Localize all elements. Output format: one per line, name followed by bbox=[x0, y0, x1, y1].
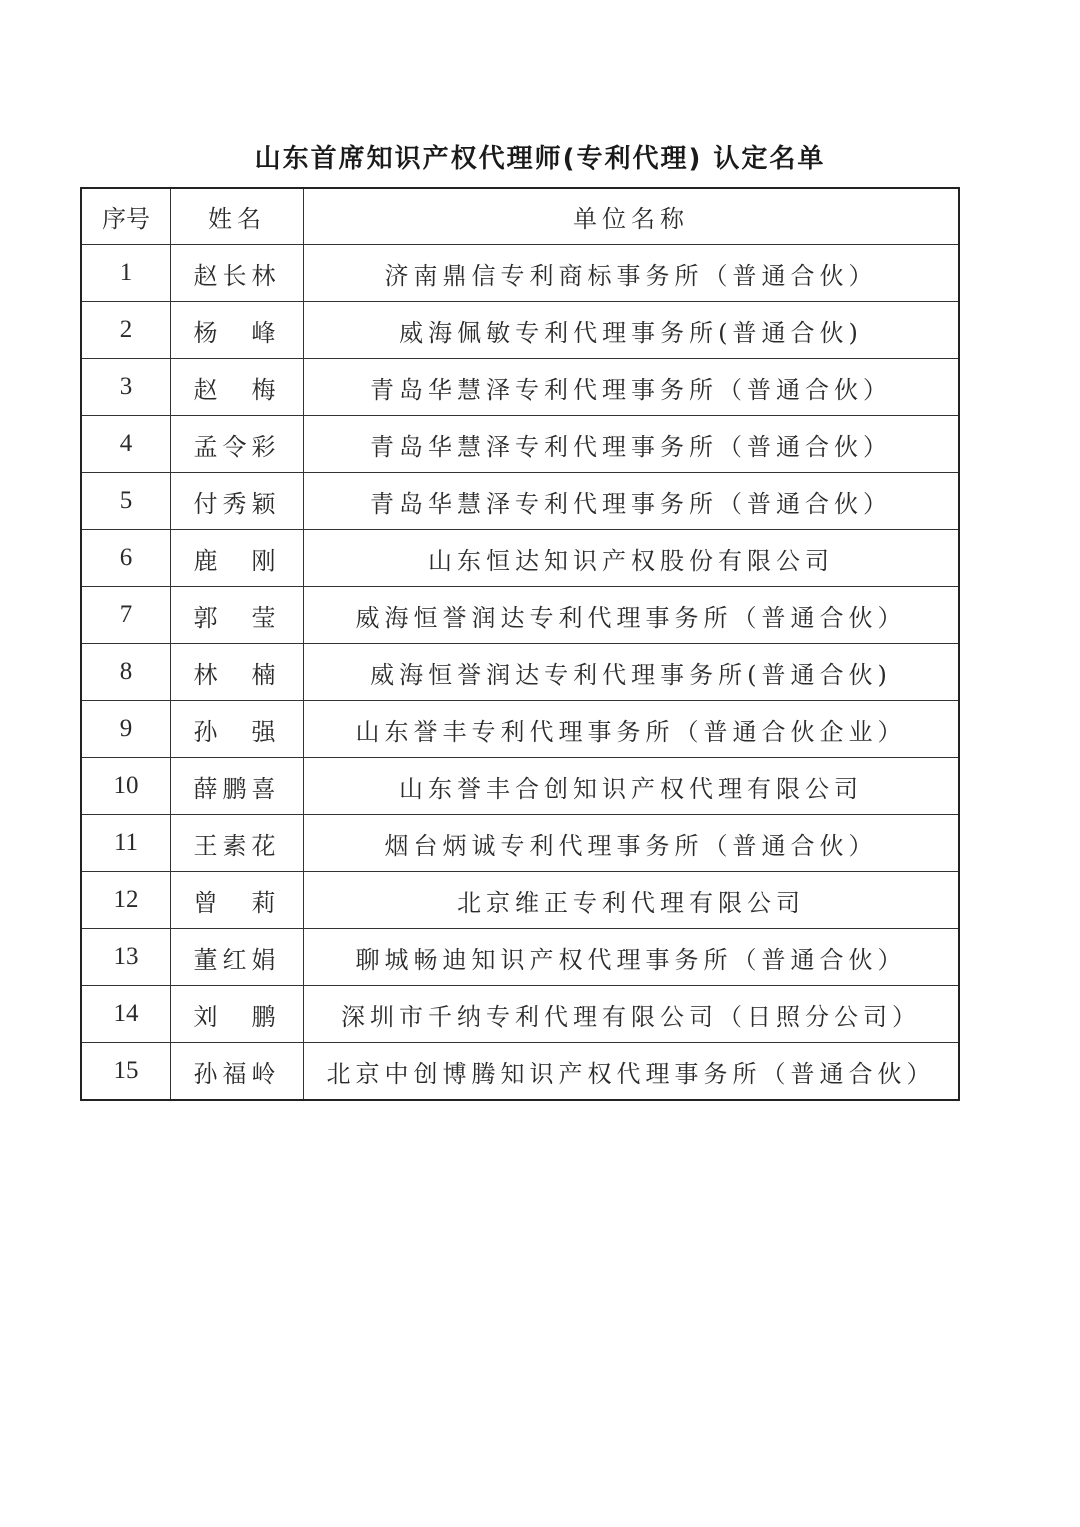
document-title: 山东首席知识产权代理师(专利代理) 认定名单 bbox=[254, 144, 826, 174]
serial-number-cell: 15 bbox=[81, 1043, 171, 1101]
table-row bbox=[81, 530, 959, 587]
name-cell: 孟令彩 bbox=[171, 416, 304, 473]
table-row bbox=[81, 587, 959, 644]
table-row bbox=[81, 758, 959, 815]
serial-number-cell: 3 bbox=[81, 359, 171, 416]
serial-number-cell: 1 bbox=[81, 245, 171, 302]
organization-cell: 青岛华慧泽专利代理事务所（普通合伙） bbox=[304, 416, 960, 473]
header-organization: 单位名称 bbox=[304, 188, 960, 245]
name-cell: 鹿 刚 bbox=[171, 530, 304, 587]
name-cell: 赵 梅 bbox=[171, 359, 304, 416]
organization-cell: 山东恒达知识产权股份有限公司 bbox=[304, 530, 960, 587]
header-name: 姓名 bbox=[171, 188, 304, 245]
header-serial-number: 序号 bbox=[81, 188, 171, 245]
serial-number-cell: 12 bbox=[81, 872, 171, 929]
organization-cell: 烟台炳诚专利代理事务所（普通合伙） bbox=[304, 815, 960, 872]
serial-number-cell: 7 bbox=[81, 587, 171, 644]
organization-cell: 青岛华慧泽专利代理事务所（普通合伙） bbox=[304, 473, 960, 530]
organization-cell: 山东誉丰合创知识产权代理有限公司 bbox=[304, 758, 960, 815]
name-cell: 董红娟 bbox=[171, 929, 304, 986]
name-cell: 刘 鹏 bbox=[171, 986, 304, 1043]
table-row bbox=[81, 986, 959, 1043]
organization-cell: 北京中创博腾知识产权代理事务所（普通合伙） bbox=[304, 1043, 960, 1101]
table-row bbox=[81, 302, 959, 359]
serial-number-cell: 6 bbox=[81, 530, 171, 587]
table-row bbox=[81, 245, 959, 302]
organization-cell: 威海恒誉润达专利代理事务所（普通合伙） bbox=[304, 587, 960, 644]
table-row bbox=[81, 1043, 959, 1101]
name-cell: 林 楠 bbox=[171, 644, 304, 701]
table-row bbox=[81, 359, 959, 416]
serial-number-cell: 14 bbox=[81, 986, 171, 1043]
certification-table bbox=[80, 187, 960, 1101]
serial-number-cell: 10 bbox=[81, 758, 171, 815]
name-cell: 杨 峰 bbox=[171, 302, 304, 359]
organization-cell: 济南鼎信专利商标事务所（普通合伙） bbox=[304, 245, 960, 302]
table-row bbox=[81, 872, 959, 929]
serial-number-cell: 2 bbox=[81, 302, 171, 359]
organization-cell: 山东誉丰专利代理事务所（普通合伙企业） bbox=[304, 701, 960, 758]
serial-number-cell: 8 bbox=[81, 644, 171, 701]
serial-number-cell: 5 bbox=[81, 473, 171, 530]
serial-number-cell: 13 bbox=[81, 929, 171, 986]
organization-cell: 北京维正专利代理有限公司 bbox=[304, 872, 960, 929]
serial-number-cell: 9 bbox=[81, 701, 171, 758]
organization-cell: 青岛华慧泽专利代理事务所（普通合伙） bbox=[304, 359, 960, 416]
table-row bbox=[81, 644, 959, 701]
name-cell: 薛鹏喜 bbox=[171, 758, 304, 815]
name-cell: 郭 莹 bbox=[171, 587, 304, 644]
organization-cell: 威海恒誉润达专利代理事务所(普通合伙) bbox=[304, 644, 960, 701]
serial-number-cell: 4 bbox=[81, 416, 171, 473]
name-cell: 孙福岭 bbox=[171, 1043, 304, 1101]
name-cell: 孙 强 bbox=[171, 701, 304, 758]
table-row bbox=[81, 701, 959, 758]
organization-cell: 深圳市千纳专利代理有限公司（日照分公司） bbox=[304, 986, 960, 1043]
table-row bbox=[81, 416, 959, 473]
name-cell: 付秀颖 bbox=[171, 473, 304, 530]
name-cell: 赵长林 bbox=[171, 245, 304, 302]
table-row bbox=[81, 929, 959, 986]
serial-number-cell: 11 bbox=[81, 815, 171, 872]
table-row bbox=[81, 815, 959, 872]
table-header-row bbox=[81, 188, 959, 245]
table-row bbox=[81, 473, 959, 530]
name-cell: 王素花 bbox=[171, 815, 304, 872]
name-cell: 曾 莉 bbox=[171, 872, 304, 929]
organization-cell: 威海佩敏专利代理事务所(普通合伙) bbox=[304, 302, 960, 359]
organization-cell: 聊城畅迪知识产权代理事务所（普通合伙） bbox=[304, 929, 960, 986]
